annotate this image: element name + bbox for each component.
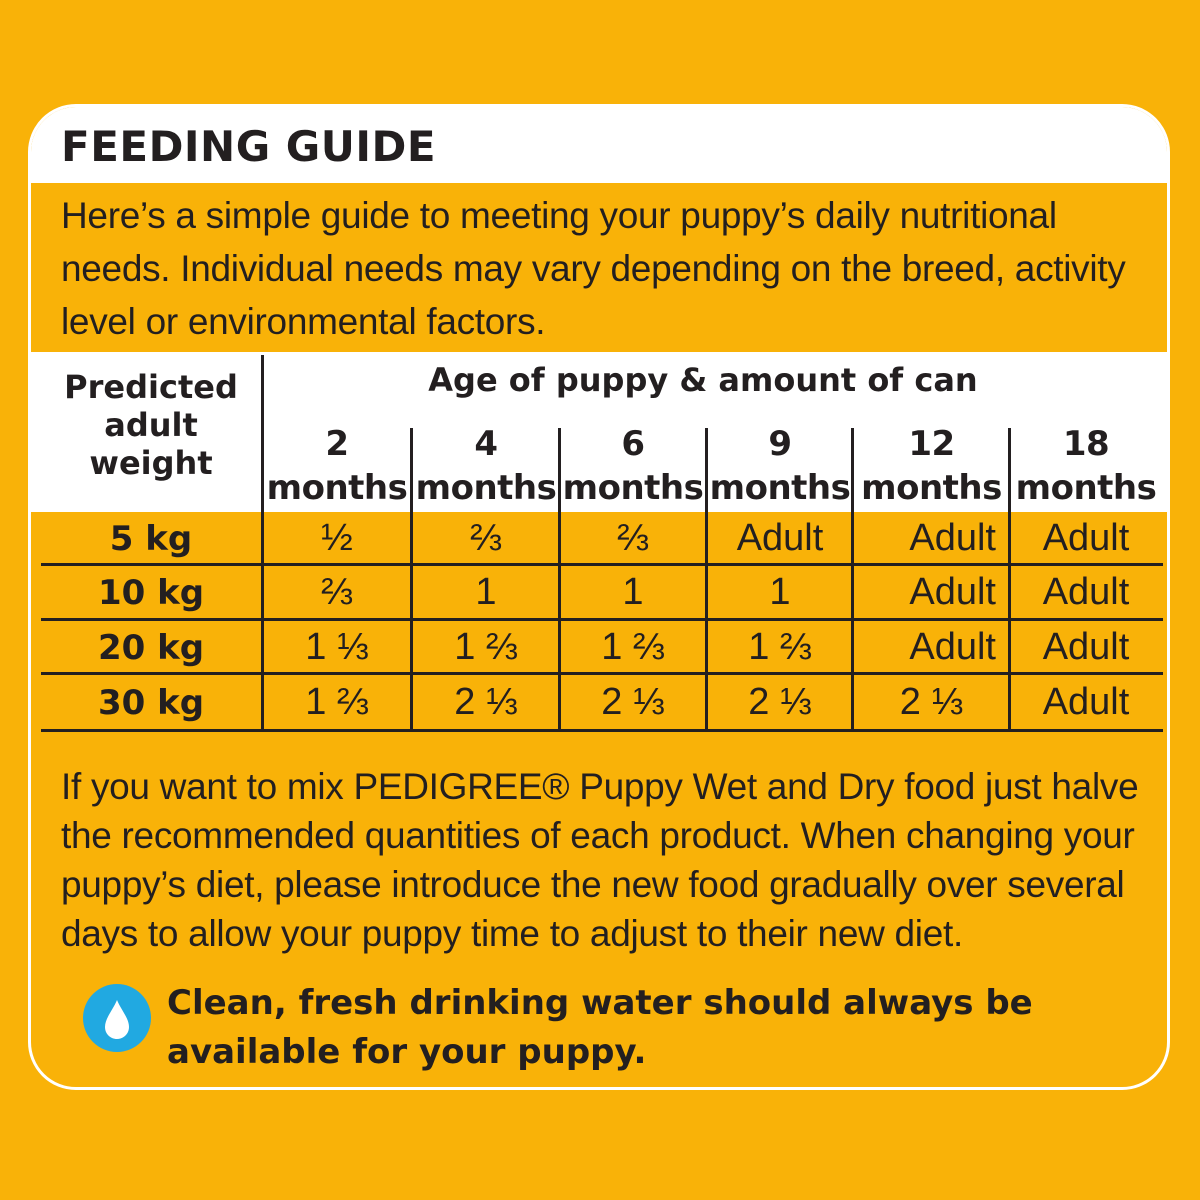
table-cell: 2 ⅓ [601, 681, 665, 723]
table-cell: 2 ⅓ [899, 681, 964, 723]
col-header-4-months [412, 421, 560, 511]
col-header-num: 4 [474, 424, 498, 464]
table-cell: 1 [475, 571, 497, 613]
row-weight-20kg: 20 kg [97, 627, 205, 668]
col-header-18-months [1011, 421, 1161, 511]
table-divider [410, 428, 413, 732]
table-divider [1008, 428, 1011, 732]
table-cell: 2 ⅓ [748, 681, 812, 723]
row-weight-10kg: 10 kg [97, 572, 205, 613]
table-divider [558, 428, 561, 732]
table-cell: 1 ⅓ [305, 626, 369, 668]
table-cell: ⅔ [470, 517, 502, 559]
row-weight-30kg: 30 kg [97, 682, 205, 723]
water-drop-icon [83, 984, 151, 1052]
table-cell: Adult [736, 517, 824, 559]
table-cell: Adult [1042, 517, 1130, 559]
table-cell: Adult [909, 571, 996, 613]
table-cell: Adult [909, 517, 996, 559]
row-weight-5kg: 5 kg [109, 518, 193, 559]
water-note: Clean, fresh drinking water should always be available for your puppy. [167, 983, 1033, 1072]
col-header-9-months [706, 421, 854, 511]
table-row-divider [41, 563, 1163, 566]
mixing-advice-text: If you want to mix PEDIGREE® Puppy Wet and Dry food just halve the recommended quantities of each product. When changing your puppy’s diet, please introduce the new food gradually over several days to allow your puppy time to adjust to their new diet. [61, 766, 1139, 954]
table-cell: Adult [1042, 571, 1130, 613]
col-header-num: 18 [1062, 424, 1110, 464]
col-header-2-months [263, 421, 411, 511]
table-cell: Adult [1042, 681, 1130, 723]
col-header-unit: months [562, 468, 704, 508]
table-row-divider [41, 672, 1163, 675]
group-header-text: Age of puppy & amount of can [428, 361, 978, 399]
table-row-divider [41, 729, 1163, 732]
table-cell: ⅔ [321, 571, 353, 613]
col-header-num: 2 [325, 424, 349, 464]
col-header-unit: months [861, 468, 1002, 508]
col-header-unit: months [1015, 468, 1157, 508]
table-cell: 1 ⅔ [748, 626, 812, 668]
table-cell: 1 ⅔ [601, 626, 665, 668]
table-cell: Adult [1042, 626, 1130, 668]
table-cell: 1 ⅔ [305, 681, 369, 723]
feeding-guide-card [28, 104, 1170, 1090]
table-divider [851, 428, 854, 732]
table-cell: 1 [622, 571, 644, 613]
table-cell: 2 ⅓ [454, 681, 518, 723]
col-header-12-months [853, 421, 1010, 511]
intro-text: Here’s a simple guide to meeting your puppy’s daily nutritional needs. Individual needs may vary depending on the breed, activity level or environmental factors. [61, 195, 1126, 342]
table-cell: 1 [769, 571, 791, 613]
table-cell: 1 ⅔ [454, 626, 518, 668]
row-header-label [51, 357, 251, 492]
col-header-unit: months [709, 468, 851, 508]
col-header-num: 12 [908, 424, 955, 464]
row-header-text: Predicted adult weight [64, 367, 238, 482]
page-title: FEEDING GUIDE [61, 122, 437, 171]
table-divider-first-column [261, 355, 264, 732]
table-cell: ⅔ [617, 517, 649, 559]
col-header-num: 6 [621, 424, 645, 464]
col-header-6-months [559, 421, 707, 511]
table-cell: Adult [909, 626, 996, 668]
water-drop-svg [83, 984, 151, 1052]
table-divider [705, 428, 708, 732]
col-header-num: 9 [768, 424, 792, 464]
col-header-unit: months [415, 468, 557, 508]
col-header-unit: months [266, 468, 408, 508]
table-cell: ½ [321, 517, 353, 559]
table-row-divider [41, 618, 1163, 621]
group-header-label [263, 357, 1143, 403]
